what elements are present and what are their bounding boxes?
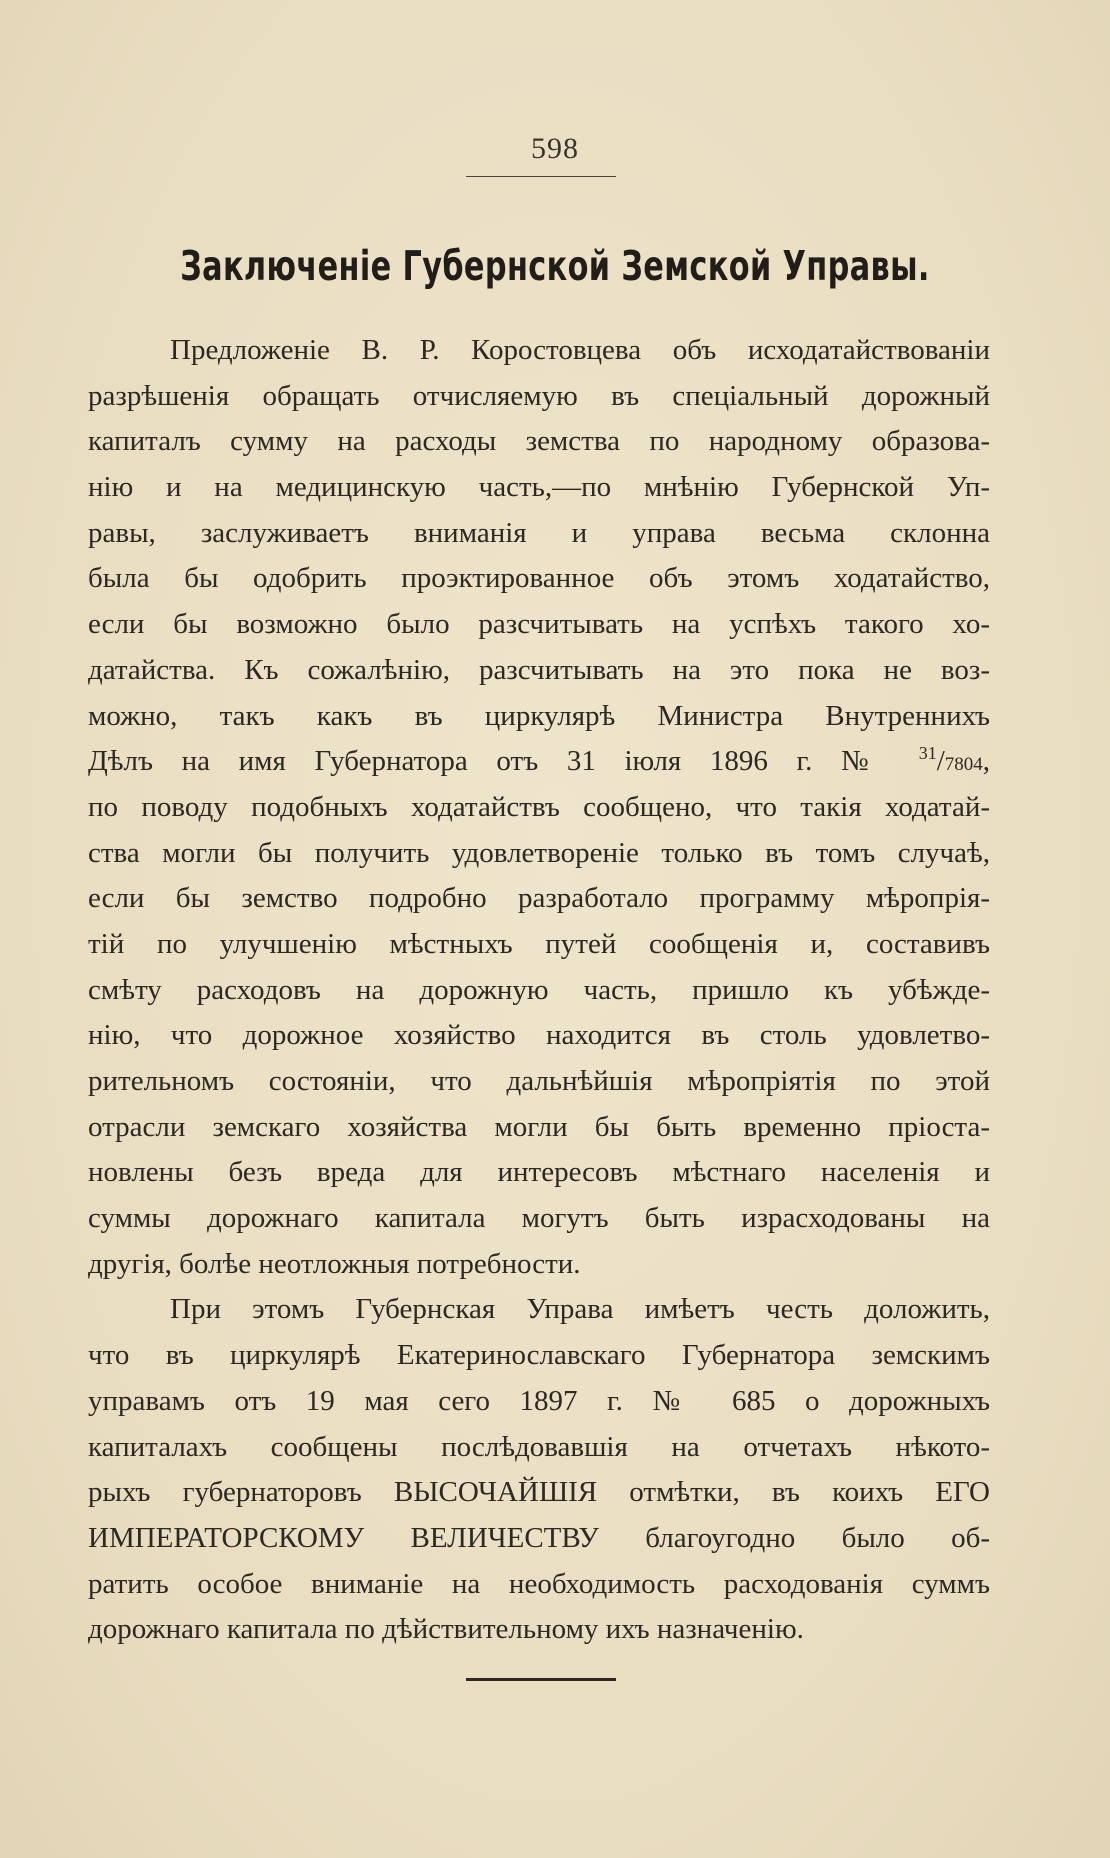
text-line: ИМПЕРАТОРСКОМУ ВЕЛИЧЕСТВУ благоугодно было об-: [88, 1521, 990, 1554]
text-line: нію и на медицинскую часть,—по мнѣнію Губернской Уп-: [88, 471, 990, 504]
text-line: дорожнаго капитала по дѣйствительному ихъ назначенію.: [88, 1613, 804, 1646]
text-line: что въ циркулярѣ Екатеринославскаго Губернатора земскимъ: [88, 1339, 990, 1372]
text-line: тій по улучшенію мѣстныхъ путей сообщенія и, составивъ: [88, 927, 990, 960]
text-line: отрасли земскаго хозяйства могли бы быть временно пріоста-: [88, 1110, 990, 1143]
fraction-line-text: Дѣлъ на имя Губернатора отъ 31 іюля 1896 г. №: [88, 745, 891, 778]
text-line: датайства. Къ сожалѣнію, разсчитывать на это пока не воз-: [88, 653, 990, 686]
fraction-denominator: 7804: [944, 754, 983, 776]
text-line: разрѣшенія обращать отчисляемую въ спеціальный дорожный: [88, 379, 990, 412]
text-line: нію, что дорожное хозяйство находится въ столь удовлетво-: [88, 1019, 990, 1052]
text-line: по поводу подобныхъ ходатайствъ сообщено, что такія ходатай-: [88, 790, 990, 823]
fraction-numerator: 31: [918, 743, 937, 764]
text-line: рыхъ губернаторовъ ВЫСОЧАЙШІЯ отмѣтки, въ коихъ ЕГО: [88, 1476, 990, 1509]
text-line: При этомъ Губернская Управа имѣетъ честь доложить,: [170, 1293, 990, 1326]
text-line: другія, болѣе неотложныя потребности.: [88, 1247, 581, 1280]
fraction-trailing-comma: ,: [982, 745, 990, 778]
text-line: была бы одобрить проэктированное объ этомъ ходатайство,: [88, 562, 990, 595]
text-line: если бы возможно было разсчитывать на успѣхъ такого хо-: [88, 608, 990, 641]
body-text: [88, 328, 990, 1653]
text-line-with-fraction: [88, 739, 990, 785]
text-line: капиталъ сумму на расходы земства по народному образова-: [88, 425, 990, 458]
text-line: новлены безъ вреда для интересовъ мѣстнаго населенія и: [88, 1156, 990, 1189]
text-line: суммы дорожнаго капитала могутъ быть израсходованы на: [88, 1202, 990, 1235]
text-line: капиталахъ сообщены послѣдовавшія на отчетахъ нѣкото-: [88, 1430, 990, 1463]
closing-rule: [466, 1678, 616, 1681]
text-line: можно, такъ какъ въ циркулярѣ Министра Внутреннихъ: [88, 699, 990, 732]
text-line: смѣту расходовъ на дорожную часть, пришло къ убѣжде-: [88, 973, 990, 1006]
page-number: 598: [531, 132, 579, 165]
header-rule: [466, 176, 616, 177]
text-line: управамъ отъ 19 мая сего 1897 г. № 685 о дорожныхъ: [88, 1384, 990, 1417]
text-line: ства могли бы получить удовлетвореніе только въ томъ случаѣ,: [88, 836, 990, 869]
section-heading: Заключеніе Губернской Земской Управы.: [180, 242, 930, 290]
text-line: равы, заслуживаетъ вниманія и управа весьма склонна: [88, 516, 990, 549]
text-line: рительномъ состояніи, что дальнѣйшія мѣропріятія по этой: [88, 1065, 990, 1097]
text-line: Предложеніе В. Р. Коростовцева объ исходатайствованіи: [170, 334, 990, 366]
text-line: если бы земство подробно разработало программу мѣропрія-: [88, 882, 990, 915]
text-line: ратить особое вниманіе на необходимость расходованія суммъ: [88, 1567, 990, 1600]
fraction-slash: /: [936, 745, 945, 778]
